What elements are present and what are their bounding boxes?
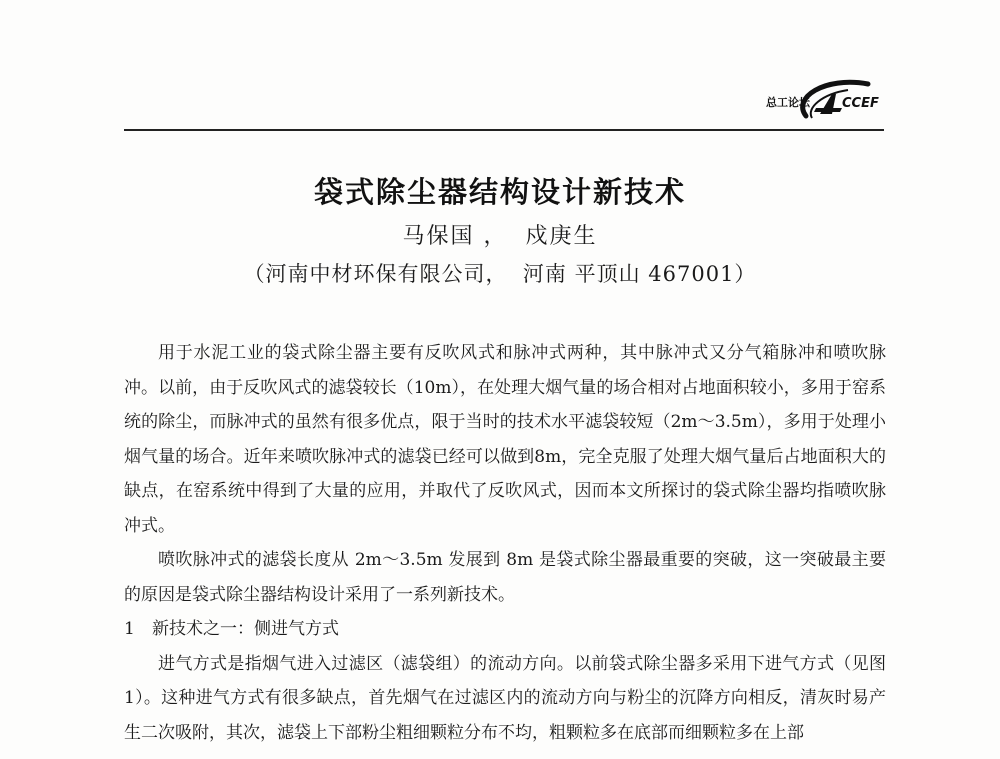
paper-title: 袋式除尘器结构设计新技术 (313, 175, 686, 209)
paper-body (124, 336, 886, 750)
section-title: 新技术之一：侧进气方式 (152, 619, 339, 639)
body-paragraph: 喷吹脉冲式的滤袋长度从 2m～3.5m 发展到 8m 是袋式除尘器最重要的突破，这一突破最主要的原因是袋式除尘器结构设计采用了一系列新技术。 (124, 550, 886, 605)
header-rule (124, 129, 884, 131)
paper-authors: 马保国 ， 戍庚生 (402, 224, 598, 249)
logo-cn-text: 总工论坛 (766, 96, 810, 109)
section-number: 1 (124, 619, 135, 639)
paper-affiliation: （河南中材环保有限公司， 河南 平顶山 467001） (243, 262, 757, 286)
ccef-forum-logo (762, 68, 890, 128)
body-paragraph: 用于水泥工业的袋式除尘器主要有反吹风式和脉冲式两种，其中脉冲式又分气箱脉冲和喷吹脉冲。以前，由于反吹风式的滤袋较长（10m），在处理大烟气量的场合相对占地面积较小，多用于窑系统的除尘，而脉冲式的虽然有很多优点，限于当时的技术水平滤袋较短（2m～3.5m），多用于处理小烟气量的场合。近年来喷吹脉冲式的滤袋已经可以做到8m，完全克服了处理大烟气量后占地面积大的缺点，在窑系统中得到了大量的应用，并取代了反吹风式，因而本文所探讨的袋式除尘器均指喷吹脉冲式。 (124, 343, 886, 536)
body-paragraph: 进气方式是指烟气进入过滤区（滤袋组）的流动方向。以前袋式除尘器多采用下进气方式（见图1）。这种进气方式有很多缺点，首先烟气在过滤区内的流动方向与粉尘的沉降方向相反，清灰时易产生二次吸附，其次，滤袋上下部粉尘粗细颗粒分布不均，粗颗粒多在底部而细颗粒多在上部 (124, 653, 886, 743)
logo-en-text: CCEF (842, 96, 879, 111)
forum-swoosh-logo-icon (762, 68, 890, 128)
section-heading (124, 612, 886, 647)
